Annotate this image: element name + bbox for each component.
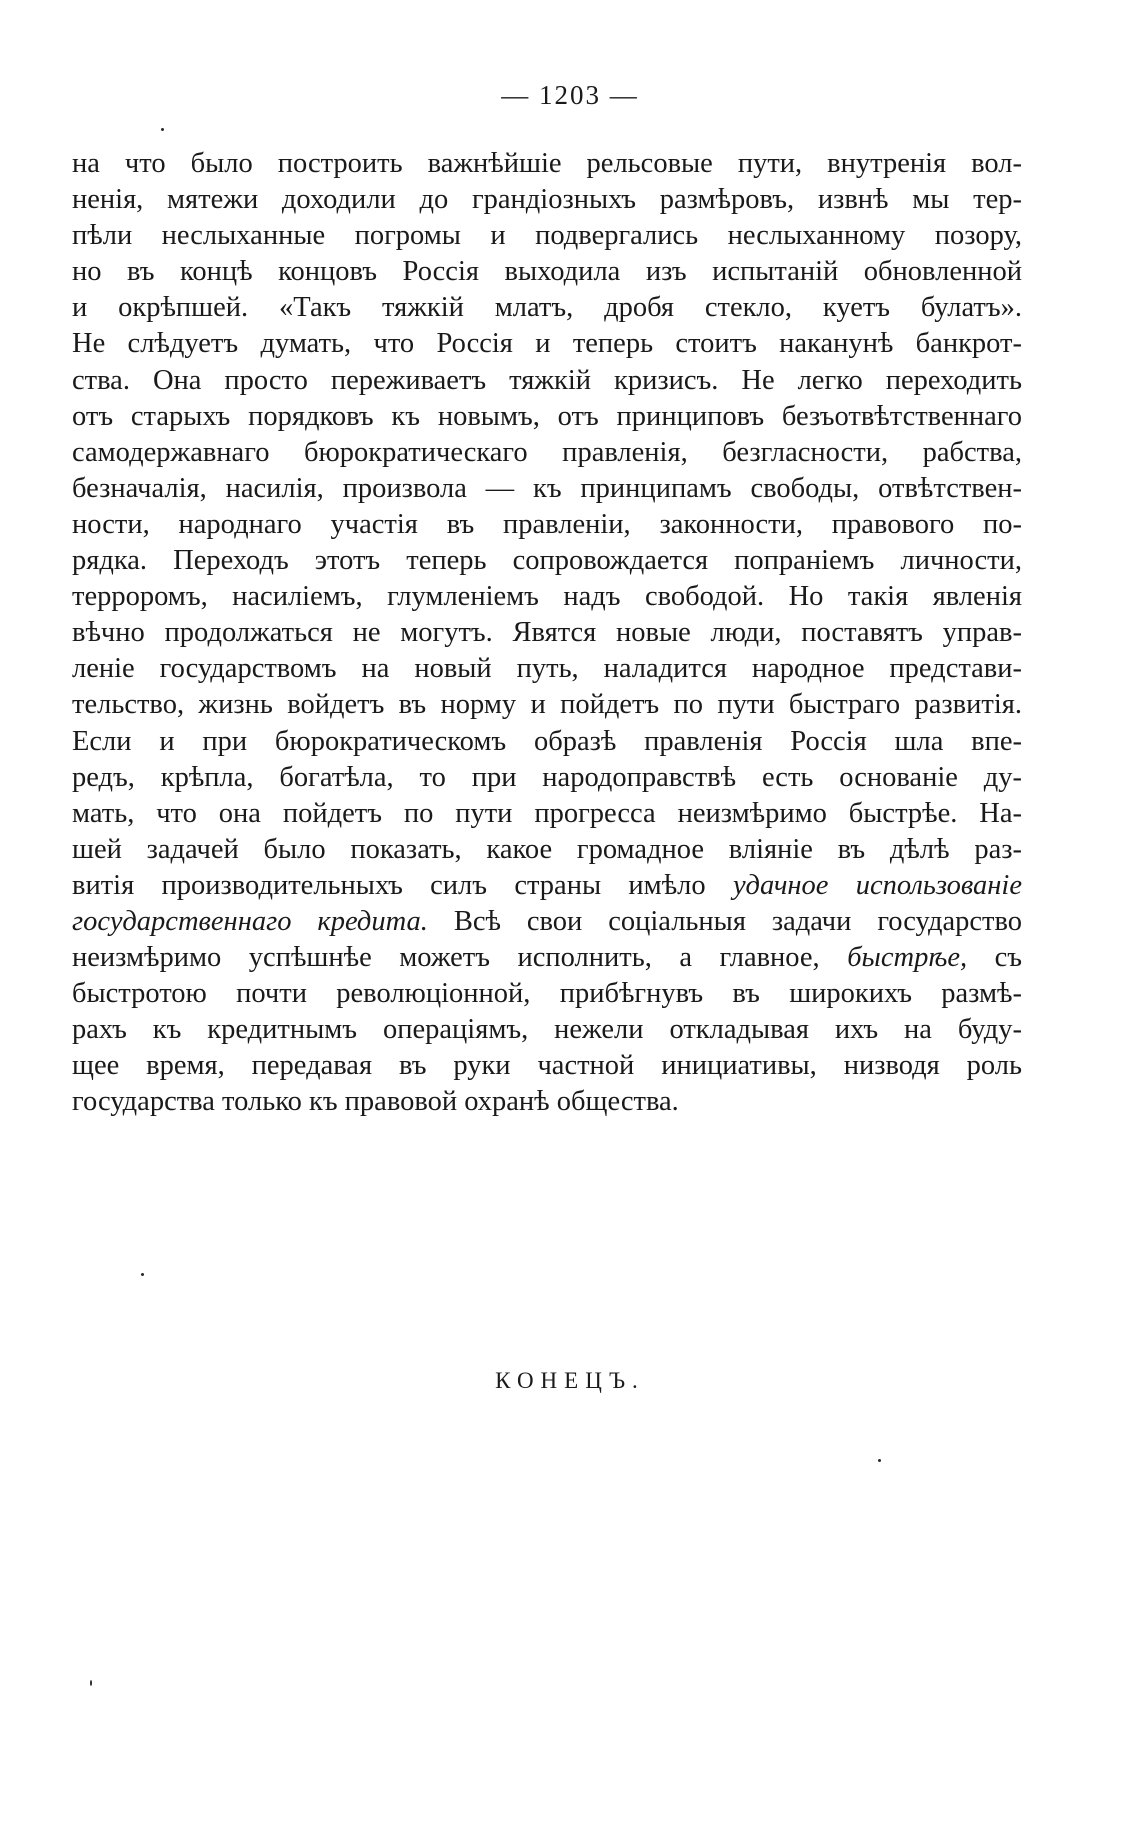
text-line: шей задачей было показать, какое громадное вліяніе въ дѣлѣ раз-	[72, 833, 1022, 865]
text-line: Не слѣдуетъ думать, что Россія и теперь стоитъ наканунѣ банкрот-	[72, 328, 1022, 360]
print-speck	[141, 1273, 144, 1276]
text-line: редъ, крѣпла, богатѣла, то при народоправствѣ есть основаніе ду-	[72, 761, 1022, 793]
end-mark: КОНЕЦЪ.	[495, 1368, 645, 1393]
text-line: щее время, передавая въ руки частной инициативы, низводя роль	[72, 1050, 1022, 1082]
text-line: ненія, мятежи доходили до грандіозныхъ размѣровъ, извнѣ мы тер-	[72, 184, 1022, 216]
text-line: государственнаго кредита. Всѣ свои соціальныя задачи государство	[72, 905, 1022, 937]
body-text	[72, 146, 1022, 1121]
print-speck	[878, 1459, 881, 1462]
text-line: быстротою почти революціонной, прибѣгнувъ въ широкихъ размѣ-	[72, 978, 1022, 1010]
text-line: отъ старыхъ порядковъ къ новымъ, отъ принциповъ безъотвѣтственнаго	[72, 400, 1022, 432]
text-line: вѣчно продолжаться не могутъ. Явятся новые люди, поставятъ управ-	[72, 617, 1022, 649]
text-line: Если и при бюрократическомъ образѣ правленія Россія шла впе-	[72, 725, 1022, 757]
text-line: леніе государствомъ на новый путь, наладится народное представи-	[72, 653, 1022, 685]
text-line: ства. Она просто переживаетъ тяжкій кризисъ. Не легко переходить	[72, 364, 1022, 396]
text-line: мать, что она пойдетъ по пути прогресса неизмѣримо быстрѣе. На-	[72, 797, 1022, 829]
text-line: неизмѣримо успѣшнѣе можетъ исполнить, а главное, быстрѣе, съ	[72, 942, 1023, 974]
page-number: — 1203 —	[501, 80, 639, 110]
print-speck	[90, 1680, 92, 1686]
text-line: безначалія, насилія, произвола — къ принципамъ свободы, отвѣтствен-	[72, 472, 1022, 504]
text-line: ности, народнаго участія въ правленіи, законности, правового по-	[72, 508, 1022, 540]
text-line: терроромъ, насиліемъ, глумленіемъ надъ свободой. Но такія явленія	[72, 581, 1022, 613]
text-line: но въ концѣ концовъ Россія выходила изъ испытаній обновленной	[72, 256, 1022, 288]
text-line: государства только къ правовой охранѣ общества.	[72, 1086, 679, 1118]
text-line: тельство, жизнь войдетъ въ норму и пойдетъ по пути быстраго развитія.	[72, 689, 1022, 721]
text-line: рахъ къ кредитнымъ операціямъ, нежели откладывая ихъ на буду-	[72, 1014, 1022, 1046]
text-line: витія производительныхъ силъ страны имѣло удачное использованіе	[72, 869, 1022, 901]
italic-phrase: быстрѣе,	[847, 942, 968, 974]
print-speck	[161, 128, 164, 131]
text-line: и окрѣпшей. «Такъ тяжкій млатъ, дробя стекло, куетъ булатъ».	[72, 292, 1022, 324]
italic-phrase: государственнаго кредита.	[72, 905, 428, 937]
text-line: на что было построить важнѣйшіе рельсовые пути, внутренія вол-	[72, 148, 1022, 179]
text-line: рядка. Переходъ этотъ теперь сопровождается попраніемъ личности,	[72, 545, 1022, 577]
text-line: пѣли неслыханные погромы и подвергались неслыханному позору,	[72, 220, 1022, 252]
italic-phrase: удачное использованіе	[732, 869, 1022, 901]
text-line: самодержавнаго бюрократическаго правленія, безгласности, рабства,	[72, 436, 1022, 468]
